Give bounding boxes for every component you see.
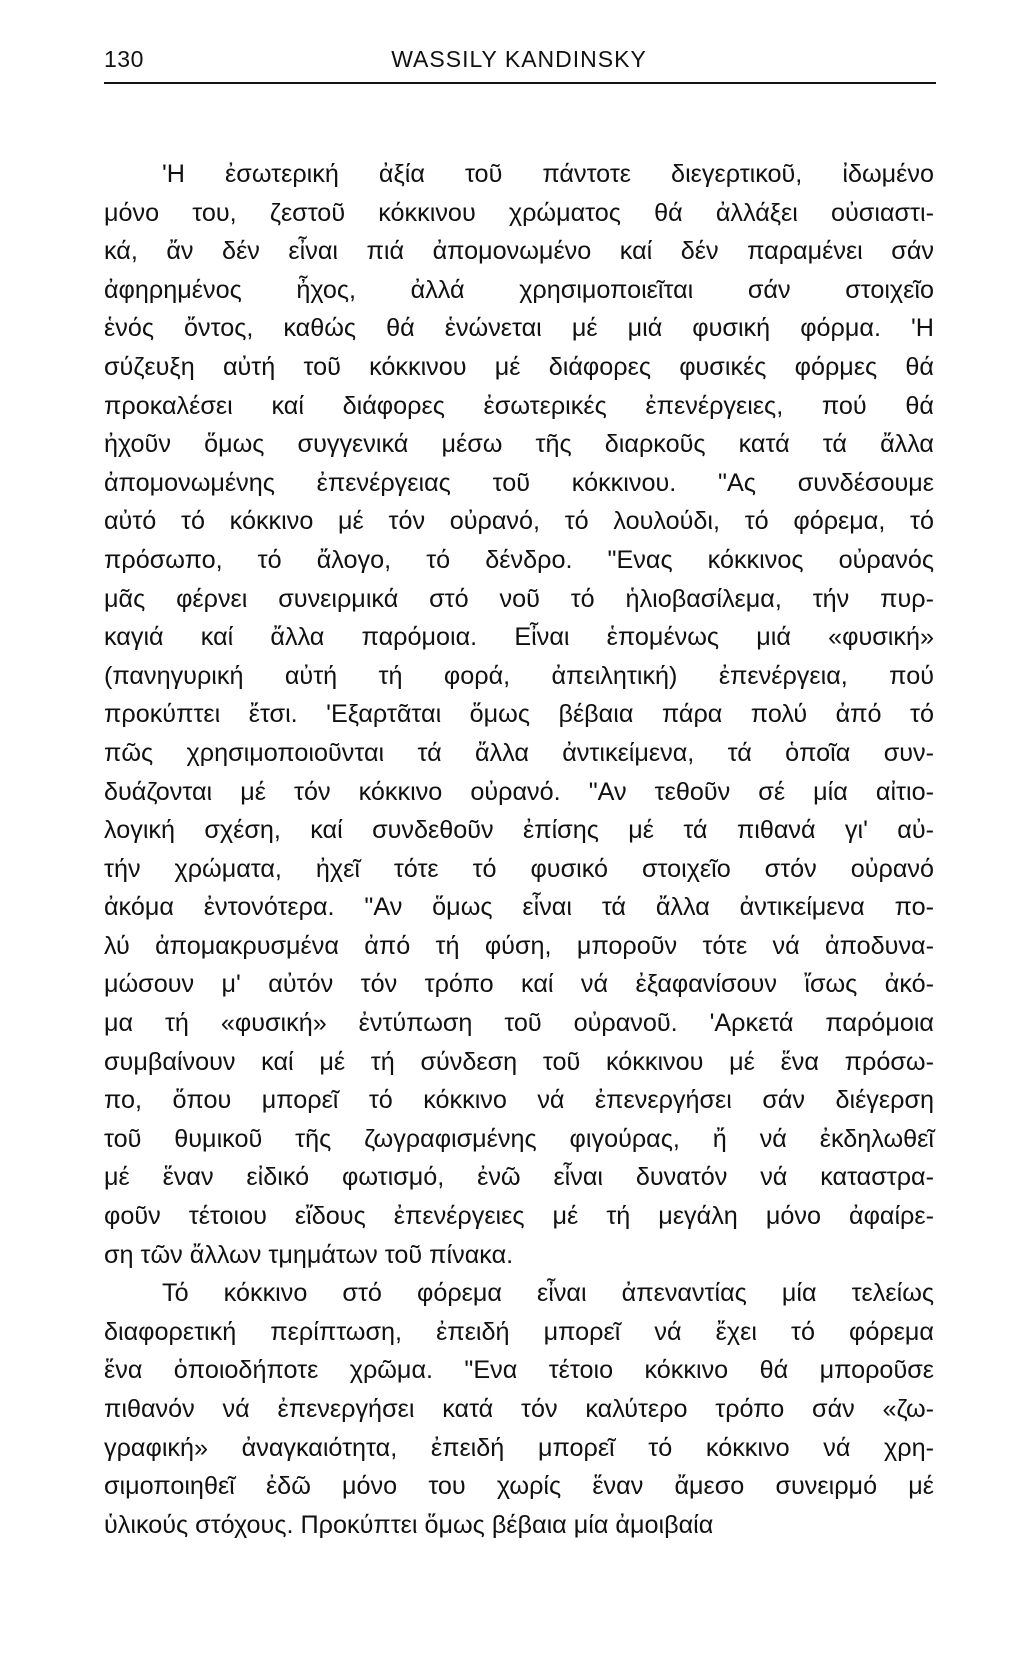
text-line: διαφορετική περίπτωση, ἐπειδή μπορεῖ νά ἔχει τό φόρεμα [104,1317,934,1346]
text-line: ση τῶν ἄλλων τμημάτων τοῦ πίνακα. [104,1240,514,1269]
text-line: δυάζονται μέ τόν κόκκινο οὐρανό. "Αν τεθοῦν σέ μία αἰτιο- [104,777,934,806]
text-line: ἀφηρημένος ἦχος, ἀλλά χρησιμοποιεῖται σάν στοιχεῖο [104,275,934,304]
text-line: γραφική» ἀναγκαιότητα, ἐπειδή μπορεῖ τό κόκκινο νά χρη- [104,1433,934,1462]
text-line: ὑλικούς στόχους. Προκύπτει ὅμως βέβαια μία ἀμοιβαία [104,1510,714,1539]
paragraph [104,155,934,1274]
text-line: πῶς χρησιμοποιοῦνται τά ἄλλα ἀντικείμενα, τά ὁποῖα συν- [104,738,934,767]
text-line: πιθανόν νά ἐπενεργήσει κατά τόν καλύτερο τρόπο σάν «ζω- [104,1395,934,1423]
text-line: μώσουν μ' αὐτόν τόν τρόπο καί νά ἐξαφανίσουν ἴσως ἀκό- [104,970,934,999]
text-line: Τό κόκκινο στό φόρεμα εἶναι ἀπεναντίας μία τελείως [162,1279,934,1308]
text-line: σύζευξη αὐτή τοῦ κόκκινου μέ διάφορες φυσικές φόρμες θά [104,352,934,381]
paragraph [104,1274,934,1544]
text-line: ἑνός ὄντος, καθώς θά ἑνώνεται μέ μιά φυσική φόρμα. 'Η [104,314,934,343]
text-line: τήν χρώματα, ἠχεῖ τότε τό φυσικό στοιχεῖο στόν οὐρανό [104,854,934,883]
text-line: πο, ὅπου μπορεῖ τό κόκκινο νά ἐπενεργήσει σάν διέγερση [104,1086,934,1115]
text-line: πρόσωπο, τό ἄλογο, τό δένδρο. "Ενας κόκκινος οὐρανός [104,545,934,574]
running-head [104,46,934,86]
text-line: μα τή «φυσική» ἐντύπωση τοῦ οὐρανοῦ. 'Αρκετά παρόμοια [104,1009,934,1038]
header-rule [104,82,936,84]
text-line: καγιά καί ἄλλα παρόμοια. Εἶναι ἑπομένως μιά «φυσική» [104,623,934,652]
text-line: φοῦν τέτοιου εἴδους ἐπενέργειες μέ τή μεγάλη μόνο ἀφαίρε- [104,1202,934,1231]
text-line: μέ ἕναν εἰδικό φωτισμό, ἐνῶ εἶναι δυνατόν νά καταστρα- [104,1163,934,1192]
running-title: WASSILY KANDINSKY [391,46,647,72]
text-line: λογική σχέση, καί συνδεθοῦν ἐπίσης μέ τά πιθανά γι' αὐ- [104,816,934,845]
text-line: τοῦ θυμικοῦ τῆς ζωγραφισμένης φιγούρας, ἤ νά ἐκδηλωθεῖ [104,1124,934,1153]
text-line: μόνο του, ζεστοῦ κόκκινου χρώματος θά ἀλλάξει οὐσιαστι- [104,198,934,227]
text-line: ἀπομονωμένης ἐπενέργειας τοῦ κόκκινου. "Ας συνδέσουμε [104,468,934,497]
text-line: ἕνα ὁποιοδήποτε χρῶμα. "Ενα τέτοιο κόκκινο θά μποροῦσε [104,1356,934,1385]
text-line: σιμοποιηθεῖ ἐδῶ μόνο του χωρίς ἕναν ἄμεσο συνειρμό μέ [104,1472,934,1501]
text-line: προκαλέσει καί διάφορες ἐσωτερικές ἐπενέργειες, πού θά [104,391,934,420]
text-line: 'Η ἐσωτερική ἀξία τοῦ πάντοτε διεγερτικοῦ, ἰδωμένο [162,160,934,188]
text-line: ἠχοῦν ὅμως συγγενικά μέσω τῆς διαρκοῦς κατά τά ἄλλα [104,430,934,459]
text-line: (πανηγυρική αὐτή τή φορά, ἀπειλητική) ἐπενέργεια, πού [104,661,934,690]
text-line: κά, ἄν δέν εἶναι πιά ἀπομονωμένο καί δέν παραμένει σάν [104,237,934,266]
text-line: αὐτό τό κόκκινο μέ τόν οὐρανό, τό λουλούδι, τό φόρεμα, τό [104,507,934,536]
page-number: 130 [104,46,144,72]
text-line: συμβαίνουν καί μέ τή σύνδεση τοῦ κόκκινου μέ ἕνα πρόσω- [104,1047,934,1076]
text-line: ἀκόμα ἐντονότερα. "Αν ὅμως εἶναι τά ἄλλα ἀντικείμενα πο- [104,893,934,922]
text-line: λύ ἀπομακρυσμένα ἀπό τή φύση, μποροῦν τότε νά ἀποδυνα- [104,931,934,960]
text-line: προκύπτει ἔτσι. 'Εξαρτᾶται ὅμως βέβαια πάρα πολύ ἀπό τό [104,700,934,729]
text-line: μᾶς φέρνει συνειρμικά στό νοῦ τό ἡλιοβασίλεμα, τήν πυρ- [104,584,934,613]
body-text [104,155,934,1544]
